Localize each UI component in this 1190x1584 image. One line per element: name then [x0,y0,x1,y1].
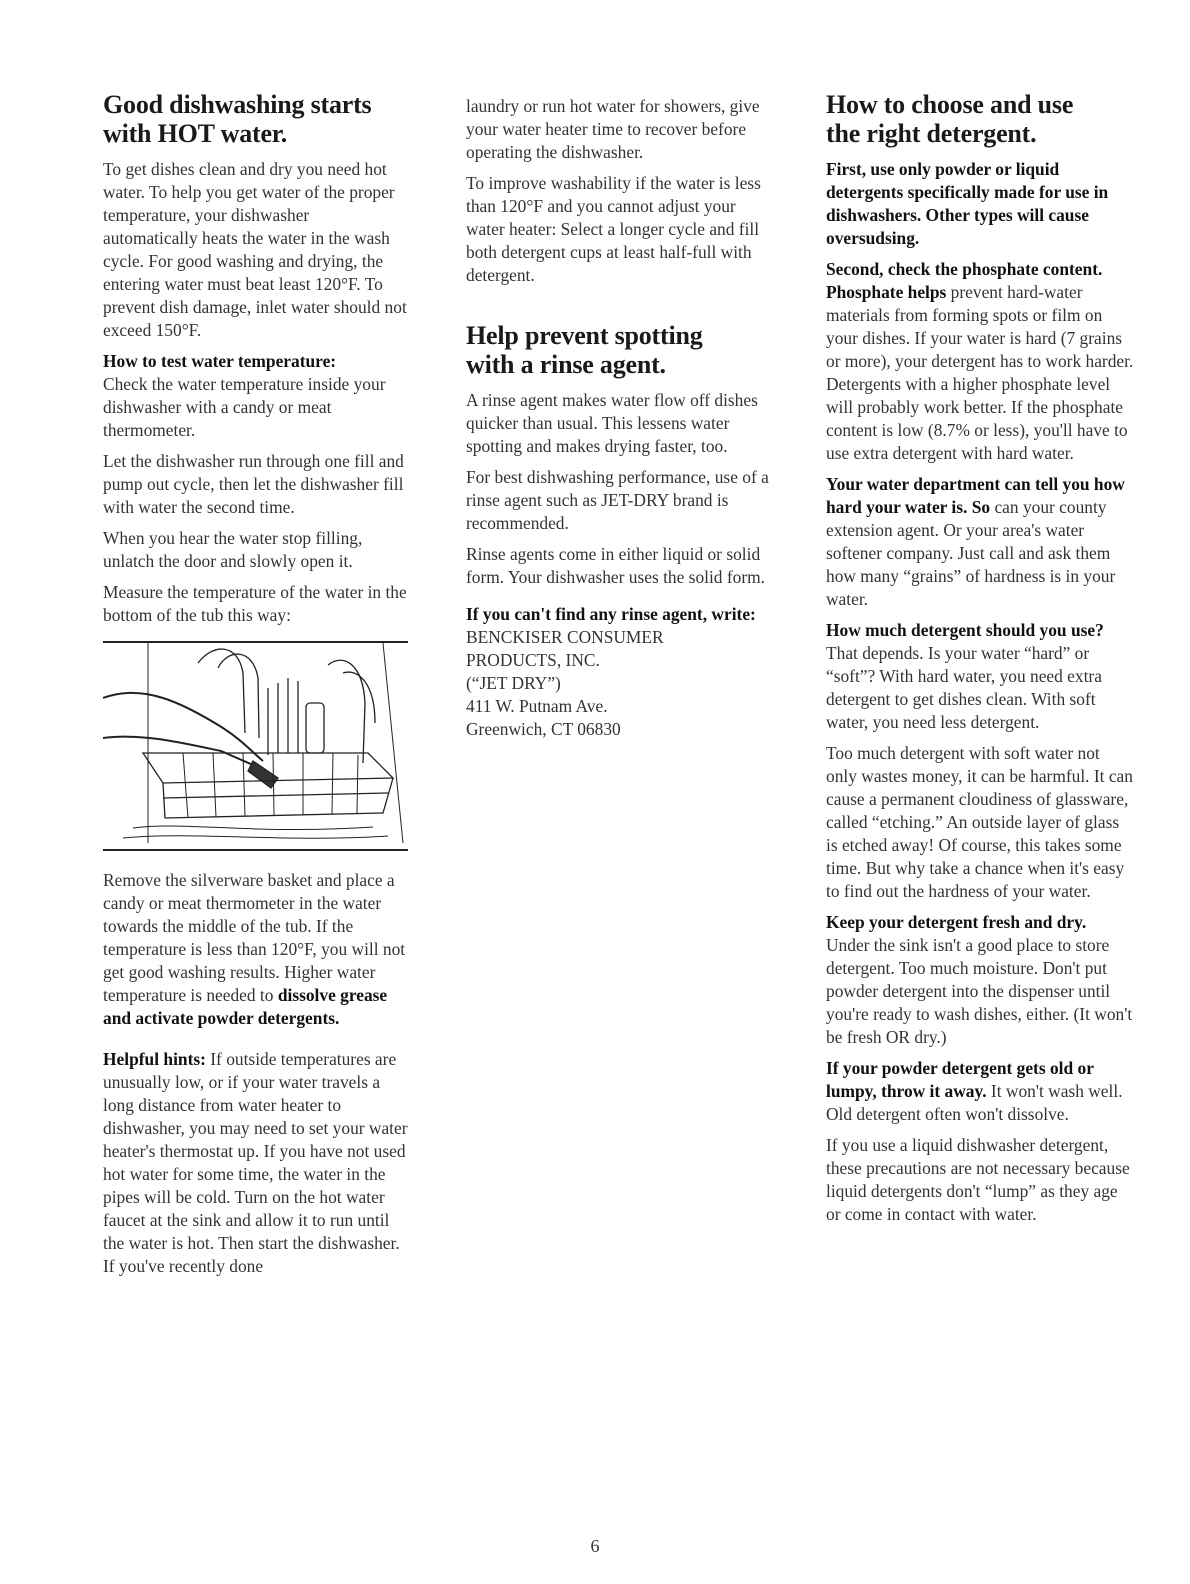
water-department-para: Your water department can tell you how hard your water is. So can your county extension agent. Or your area's water softener company. Just call and ask them how many “grains” of hardness is in your water. [826,474,1125,609]
phosphate-para: Second, check the phosphate content. Phosphate helps prevent hard-water materials from forming spots or film on your dishes. If your water is hard (7 grains or more), your detergent has to work harder. Detergents with a higher phosphate level will probably work better. If the phosphate content is low (8.7% or less), you'll have to use extra detergent with hard water. [826,259,1134,463]
rinse-forms: Rinse agents come in either liquid or solid form. Your dishwasher uses the solid form. [466,544,766,587]
continued-para: laundry or run hot water for showers, give your water heater time to recover before operating the dishwasher. [466,96,760,162]
address-city: Greenwich, CT 06830 [466,719,621,739]
heading-rinse-agent: Help prevent spotting with a rinse agent. [466,321,703,379]
rinse-jet-dry: For best dishwashing performance, use of a rinse agent such as JET-DRY brand is recommended. [466,467,769,533]
page-number: 6 [590,1536,600,1556]
rinse-intro: A rinse agent makes water flow off dishes quicker than usual. This lessens water spotting and makes drying faster, too. [466,390,758,456]
helpful-hints-para: Helpful hints: If outside temperatures are unusually low, or if your water travels a long distance from water heater to dishwasher, you may need to set your water heater's thermostat up. If you have not used hot water for some time, the water in the pipes will be cold. Turn on the hot water faucet at the sink and allow it to run until the water is hot. Then start the dishwasher. If you've recently done [103,1049,408,1276]
column-right [826,90,1134,1234]
column-middle [466,95,776,741]
washability-para: To improve washability if the water is less than 120°F and you cannot adjust your water heater: Select a longer cycle and fill both detergent cups at least half-full with detergent. [466,173,761,285]
test-temperature-para: How to test water temperature: Check the water temperature inside your dishwasher with a candy or meat thermometer. [103,351,386,440]
fill-cycle-para: Let the dishwasher run through one fill and pump out cycle, then let the dishwasher fill with water the second time. [103,451,404,517]
measure-para: Measure the temperature of the water in the bottom of the tub this way: [103,582,407,625]
write-lead: If you can't find any rinse agent, write: [466,604,756,624]
thermometer-illustration [103,641,408,851]
address-brand: (“JET DRY”) [466,673,561,693]
address-company: BENCKISER CONSUMER [466,627,664,647]
old-detergent-para: If your powder detergent gets old or lumpy, throw it away. It won't wash well. Old detergent often won't dissolve. [826,1058,1123,1124]
first-para: First, use only powder or liquid detergents specifically made for use in dishwashers. Other types will cause oversudsing. [826,159,1109,248]
column-left [103,90,408,1286]
hot-water-intro: To get dishes clean and dry you need hot water. To help you get water of the proper temperature, your dishwasher automatically heats the water in the wash cycle. For good washing and drying, the entering water must beat least 120°F. To prevent dish damage, inlet water should not exceed 150°F. [103,159,407,340]
address-street: 411 W. Putnam Ave. [466,696,608,716]
address-company-2: PRODUCTS, INC. [466,650,600,670]
silverware-para: Remove the silverware basket and place a candy or meat thermometer in the water towards the middle of the tub. If the temperature is less than 120°F, you will not get good washing results. Higher water temperature is needed to dissolve grease and activate powder detergents. [103,870,406,1028]
liquid-detergent-para: If you use a liquid dishwasher detergent, these precautions are not necessary because liquid detergents don't “lump” as they age or come in contact with water. [826,1135,1130,1224]
door-open-para: When you hear the water stop filling, unlatch the door and slowly open it. [103,528,363,571]
dishwasher-rack-drawing [103,643,408,849]
test-temperature-lead: How to test water temperature: [103,351,337,371]
heading-hot-water: Good dishwashing starts with HOT water. [103,90,372,148]
too-much-para: Too much detergent with soft water not only wastes money, it can be harmful. It can cause a permanent cloudiness of glassware, called “etching.” An outside layer of glass is etched away! Of course, this takes some time. But why take a chance when it's easy to find out the hardness of your water. [826,743,1133,901]
heading-detergent: How to choose and use the right detergent. [826,90,1074,148]
keep-fresh-para: Keep your detergent fresh and dry. Under the sink isn't a good place to store detergent. Too much moisture. Don't put powder detergent into the dispenser until you're ready to wash dishes, either. (It won't be fresh OR dry.) [826,912,1133,1047]
how-much-para: How much detergent should you use? That depends. Is your water “hard” or “soft”? With hard water, you need extra detergent to get dishes clean. With soft water, you need less detergent. [826,620,1104,732]
helpful-hints-lead: Helpful hints: [103,1049,206,1069]
